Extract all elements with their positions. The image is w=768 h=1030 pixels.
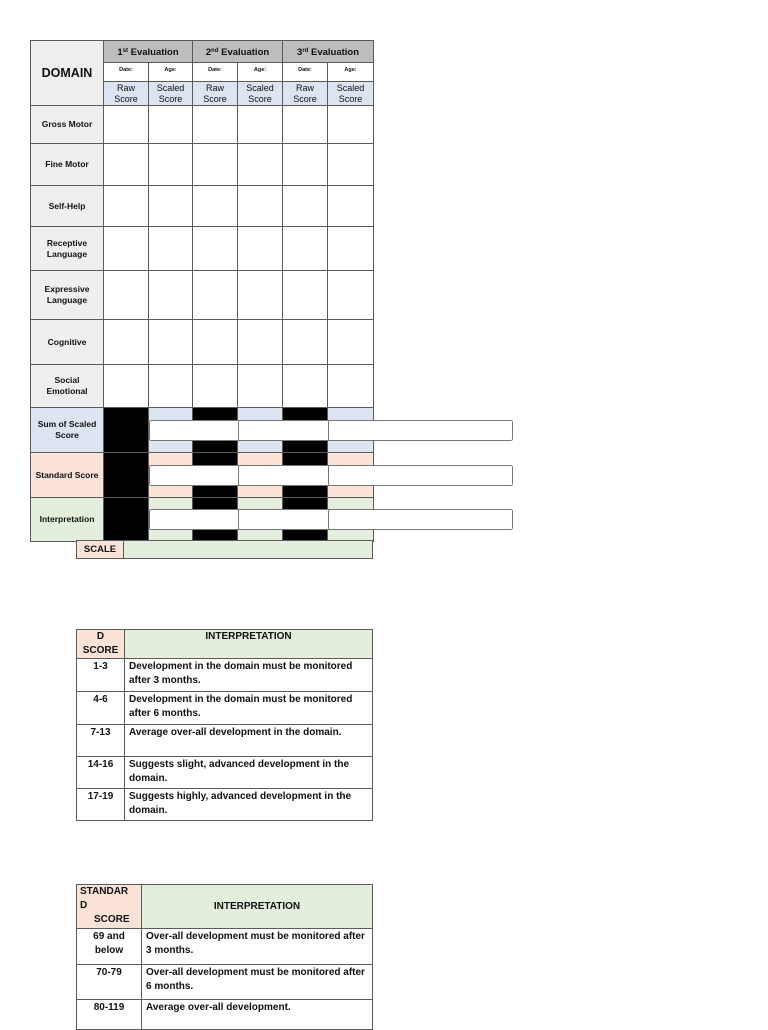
domain-row-receptive-language (31, 227, 374, 271)
score-input[interactable] (104, 158, 148, 171)
score-cell[interactable] (328, 227, 374, 271)
standard-score-interpretation-table (76, 884, 373, 1030)
score-cell[interactable] (104, 227, 149, 271)
score-cell[interactable] (149, 144, 193, 186)
score-input[interactable] (193, 289, 237, 302)
score-input[interactable] (193, 158, 237, 171)
score-cell[interactable] (328, 186, 374, 227)
score-input[interactable] (328, 200, 373, 213)
table-row (77, 929, 373, 965)
score-input[interactable] (328, 118, 373, 131)
score-input[interactable] (238, 158, 282, 171)
score-input[interactable] (104, 242, 148, 255)
table-row (77, 659, 373, 692)
interpretation-cell[interactable] (238, 498, 283, 542)
eval-1-date-field[interactable]: Date: (104, 63, 149, 82)
score-input[interactable] (193, 380, 237, 393)
blocked-cell (104, 408, 149, 453)
table-row (77, 1000, 373, 1030)
score-input[interactable] (193, 200, 237, 213)
eval-2-age-field[interactable]: Age: (238, 63, 283, 82)
score-input[interactable] (238, 200, 282, 213)
sum-score-input[interactable] (328, 420, 513, 441)
standard-score-cell[interactable] (328, 453, 374, 498)
sum-scaled-score-row (31, 408, 374, 453)
score-cell[interactable] (149, 227, 193, 271)
eval-1-age-field[interactable]: Age: (149, 63, 193, 82)
domain-label: Social Emotional (31, 365, 104, 408)
raw-score-header: Raw Score (193, 82, 238, 106)
score-input[interactable] (283, 242, 327, 255)
scaled-score-header: Scaled Score (149, 82, 193, 106)
domain-label: Gross Motor (31, 106, 104, 144)
score-cell[interactable] (193, 106, 238, 144)
standard-score-row (31, 453, 374, 498)
interpretation-text: Average over-all development in the domain. (125, 725, 373, 757)
score-input[interactable] (283, 289, 327, 302)
scale-label: SCALE (77, 541, 124, 559)
score-cell[interactable] (238, 106, 283, 144)
score-cell[interactable] (193, 144, 238, 186)
score-input[interactable] (149, 242, 192, 255)
score-cell[interactable] (328, 365, 374, 408)
score-range: 69 and below (77, 929, 142, 965)
score-input[interactable] (149, 380, 192, 393)
scale-field[interactable] (124, 541, 373, 559)
score-input[interactable] (283, 158, 327, 171)
domain-label: Expressive Language (31, 271, 104, 320)
score-input[interactable] (149, 289, 192, 302)
score-input[interactable] (104, 118, 148, 131)
domain-row-self-help (31, 186, 374, 227)
score-cell[interactable] (283, 320, 328, 365)
score-cell[interactable] (104, 186, 149, 227)
interpretation-text: Over-all development must be monitored after 6 months. (142, 965, 373, 1000)
score-input[interactable] (193, 242, 237, 255)
domain-label: Cognitive (31, 320, 104, 365)
score-cell[interactable] (149, 365, 193, 408)
score-cell[interactable] (238, 227, 283, 271)
evaluation-2-header: 2nd Evaluation (193, 41, 283, 63)
score-input[interactable] (238, 242, 282, 255)
sum-score-cell[interactable] (328, 408, 374, 453)
domain-label: Self-Help (31, 186, 104, 227)
score-cell[interactable] (283, 365, 328, 408)
interpretation-text: Over-all development must be monitored after 3 months. (142, 929, 373, 965)
interpretation-column-header: INTERPRETATION (125, 630, 373, 659)
interpretation-text: Development in the domain must be monitored after 3 months. (125, 659, 373, 692)
domain-row-social-emotional (31, 365, 374, 408)
score-cell[interactable] (328, 144, 374, 186)
interpretation-label: Interpretation (31, 498, 104, 542)
score-range: 7-13 (77, 725, 125, 757)
interpretation-input[interactable] (328, 509, 513, 530)
score-input[interactable] (328, 158, 373, 171)
score-cell[interactable] (149, 106, 193, 144)
scaled-score-interpretation-table (76, 629, 373, 821)
score-cell[interactable] (149, 271, 193, 320)
score-input[interactable] (283, 200, 327, 213)
standard-score-cell[interactable] (149, 453, 193, 498)
score-input[interactable] (328, 289, 373, 302)
score-input[interactable] (149, 158, 192, 171)
score-cell[interactable] (193, 227, 238, 271)
interpretation-text: Development in the domain must be monitored after 6 months. (125, 692, 373, 725)
table-row (77, 692, 373, 725)
score-input[interactable] (238, 336, 282, 349)
interpretation-text: Suggests highly, advanced development in the domain. (125, 789, 373, 821)
score-cell[interactable] (238, 271, 283, 320)
interpretation-cell[interactable] (149, 498, 193, 542)
score-input[interactable] (283, 336, 327, 349)
score-input[interactable] (149, 200, 192, 213)
interpretation-row (31, 498, 374, 542)
domain-label: Receptive Language (31, 227, 104, 271)
score-column-header: D SCORE (77, 630, 125, 659)
interpretation-column-header: INTERPRETATION (142, 885, 373, 929)
scale-row (76, 540, 373, 559)
table-row (77, 789, 373, 821)
score-cell[interactable] (104, 271, 149, 320)
standard-score-label: Standard Score (31, 453, 104, 498)
score-cell[interactable] (283, 144, 328, 186)
blocked-cell (104, 453, 149, 498)
score-input[interactable] (193, 336, 237, 349)
interpretation-text: Average over-all development. (142, 1000, 373, 1030)
score-cell[interactable] (193, 271, 238, 320)
interpretation-text: Suggests slight, advanced development in the domain. (125, 757, 373, 789)
score-cell[interactable] (283, 271, 328, 320)
score-input[interactable] (238, 380, 282, 393)
score-cell[interactable] (104, 106, 149, 144)
score-range: 17-19 (77, 789, 125, 821)
score-cell[interactable] (238, 186, 283, 227)
score-cell[interactable] (104, 144, 149, 186)
score-range: 14-16 (77, 757, 125, 789)
score-input[interactable] (149, 118, 192, 131)
domain-row-expressive-language (31, 271, 374, 320)
score-cell[interactable] (328, 106, 374, 144)
standard-score-cell[interactable] (238, 453, 283, 498)
score-cell[interactable] (283, 227, 328, 271)
score-cell[interactable] (328, 271, 374, 320)
domain-row-gross-motor (31, 106, 374, 144)
domain-row-fine-motor (31, 144, 374, 186)
score-range: 70-79 (77, 965, 142, 1000)
sum-scaled-score-label: Sum of Scaled Score (31, 408, 104, 453)
sum-score-cell[interactable] (238, 408, 283, 453)
score-input[interactable] (283, 118, 327, 131)
scaled-score-header: Scaled Score (328, 82, 374, 106)
score-input[interactable] (104, 380, 148, 393)
eval-3-date-field[interactable]: Date: (283, 63, 328, 82)
eval-3-age-field[interactable]: Age: (328, 63, 374, 82)
evaluation-3-header: 3rd Evaluation (283, 41, 374, 63)
score-range: 4-6 (77, 692, 125, 725)
table-row (77, 965, 373, 1000)
score-cell[interactable] (104, 320, 149, 365)
score-input[interactable] (193, 118, 237, 131)
score-input[interactable] (238, 118, 282, 131)
score-input[interactable] (283, 380, 327, 393)
score-input[interactable] (328, 242, 373, 255)
score-cell[interactable] (193, 320, 238, 365)
score-input[interactable] (328, 380, 373, 393)
eval-2-date-field[interactable]: Date: (193, 63, 238, 82)
score-range: 80-119 (77, 1000, 142, 1030)
domain-header: DOMAIN (31, 41, 104, 106)
evaluation-1-header: 1st Evaluation (104, 41, 193, 63)
score-cell[interactable] (238, 144, 283, 186)
score-cell[interactable] (238, 365, 283, 408)
score-input[interactable] (104, 200, 148, 213)
table-row (77, 725, 373, 757)
raw-score-header: Raw Score (283, 82, 328, 106)
blocked-cell (104, 498, 149, 542)
score-range: 1-3 (77, 659, 125, 692)
score-cell[interactable] (149, 186, 193, 227)
evaluation-table (30, 40, 374, 542)
table-row (77, 757, 373, 789)
raw-score-header: Raw Score (104, 82, 149, 106)
score-cell[interactable] (149, 320, 193, 365)
score-cell[interactable] (104, 365, 149, 408)
interpretation-cell[interactable] (328, 498, 374, 542)
score-input[interactable] (328, 336, 373, 349)
score-input[interactable] (104, 289, 148, 302)
score-cell[interactable] (283, 106, 328, 144)
sum-score-cell[interactable] (149, 408, 193, 453)
score-cell[interactable] (193, 365, 238, 408)
score-input[interactable] (149, 336, 192, 349)
score-input[interactable] (238, 289, 282, 302)
domain-row-cognitive (31, 320, 374, 365)
domain-label: Fine Motor (31, 144, 104, 186)
score-column-header: STANDAR D SCORE (77, 885, 142, 929)
score-cell[interactable] (193, 186, 238, 227)
score-cell[interactable] (283, 186, 328, 227)
scaled-score-header: Scaled Score (238, 82, 283, 106)
score-cell[interactable] (328, 320, 374, 365)
score-cell[interactable] (238, 320, 283, 365)
standard-score-input[interactable] (328, 465, 513, 486)
score-input[interactable] (104, 336, 148, 349)
